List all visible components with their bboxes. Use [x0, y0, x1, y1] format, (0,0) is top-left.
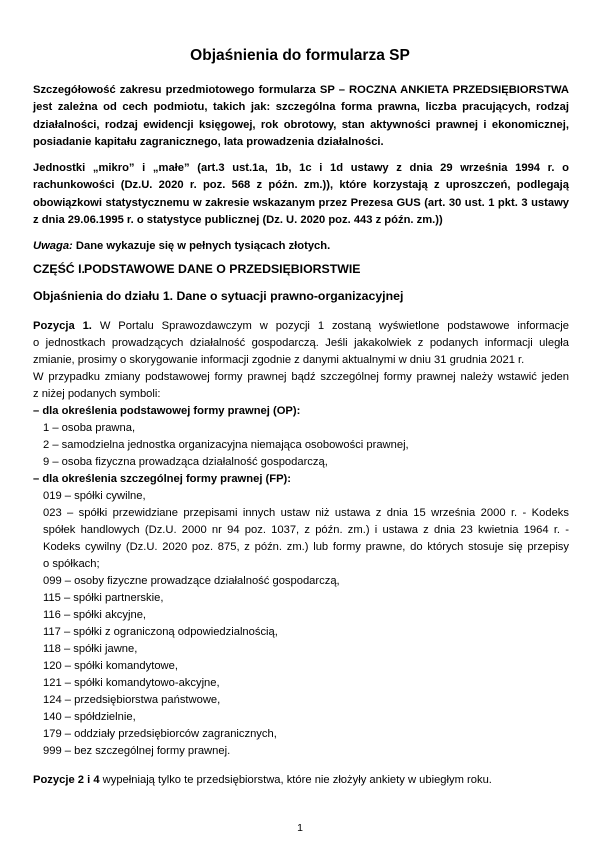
list-item: 099 – osoby fizyczne prowadzące działalność gospodarczą, [43, 575, 340, 587]
position-label: Pozycja 1. [33, 320, 92, 332]
list-item: 1 – osoba prawna, [43, 422, 136, 434]
list-item: 9 – osoba fizyczna prowadząca działalność gospodarczą, [43, 456, 328, 468]
text-line: działalności, rodzaj ewidencji księgowej, rok obrotowy, stan aktywności prawnej i ekonomicznej, [33, 119, 569, 131]
page-number: 1 [297, 822, 303, 834]
text-line: Kodeks cywilny (Dz.U. 2020 poz. 875, z późn. zm.) lub formy prawne, do których stosuje się przepisy [43, 541, 569, 553]
list-item: 019 – spółki cywilne, [43, 490, 146, 502]
text-line: z dnia 29.06.1995 r. o statystyce publicznej (Dz. U. 2020 poz. 443 z późn. zm.)) [33, 214, 443, 226]
list-item: 115 – spółki partnerskie, [43, 592, 164, 604]
text-line: rachunkowości (Dz.U. 2020 r. poz. 568 z późn. zm.)), które korzystają z uproszczeń, podlegają [33, 179, 569, 191]
positions-2-4-note [33, 772, 569, 789]
list-item: 117 – spółki z ograniczoną odpowiedzialnością, [43, 626, 278, 638]
position-label: Pozycje 2 i 4 [33, 774, 100, 786]
list-item: 124 – przedsiębiorstwa państwowe, [43, 694, 221, 706]
text-line: obowiązkowi statystycznemu w zakresie wskazanym przez Prezesa GUS (art. 30 ust. 1 pkt. 3 ustawy [33, 197, 569, 209]
list-item: 121 – spółki komandytowo-akcyjne, [43, 677, 220, 689]
text-line: spółek handlowych (Dz.U. 2000 nr 94 poz. 1037, z późn. zm.) i ustawa z dnia 23 kwietnia 1964 r. - [43, 524, 569, 536]
text-line: W przypadku zmiany podstawowej formy prawnej bądź szczególnej formy prawnej należy wstawić jeden [33, 371, 569, 383]
part-title: PODSTAWOWE DANE O PRZEDSIĘBIORSTWIE [84, 262, 361, 276]
list-item: 116 – spółki akcyjne, [43, 609, 147, 621]
list-item: 999 – bez szczególnej formy prawnej. [43, 745, 231, 757]
text-line: posiadanie kapitału zagranicznego, lata prowadzenia działalności. [33, 136, 384, 148]
op-heading: – dla określenia podstawowej formy prawnej (OP): [33, 405, 301, 417]
list-item: 118 – spółki jawne, [43, 643, 138, 655]
list-item: 179 – oddziały przedsiębiorców zagranicznych, [43, 728, 277, 740]
part-number: CZĘŚĆ I. [33, 262, 85, 276]
list-item: 140 – spółdzielnie, [43, 711, 136, 723]
text-line: Jednostki „mikro” i „małe” (art.3 ust.1a, 1b, 1c i 1d ustawy z dnia 29 września 1994 r. o [33, 162, 569, 174]
text-line: jest zależna od cech podmiotu, takich jak: szczególna forma prawna, liczba pracujących, rodzaj [33, 101, 569, 113]
page-title: Objaśnienia do formularza SP [190, 47, 410, 64]
list-item: 120 – spółki komandytowe, [43, 660, 178, 672]
note-label: Uwaga: [33, 240, 73, 252]
text-fragment: W Portalu Sprawozdawczym w pozycji 1 zostaną wyświetlone podstawowe informacje [99, 320, 569, 332]
text-line: z niżej podanych symboli: [33, 388, 161, 400]
part-heading [33, 262, 360, 276]
fp-heading: – dla określenia szczególnej formy prawnej (FP): [33, 473, 292, 485]
list-item: 2 – samodzielna jednostka organizacyjna niemająca osobowości prawnej, [43, 439, 409, 451]
note [33, 238, 569, 255]
section-heading: Objaśnienia do działu 1. Dane o sytuacji prawno-organizacyjnej [33, 289, 404, 303]
text-line: o jednostkach prowadzących działalność gospodarczą. Jeśli jakakolwiek z podanych informacji uległa [33, 337, 569, 349]
text-line: 023 – spółki przewidziane przepisami innych ustaw niż ustawa z dnia 15 września 2000 r. - Kodeks [43, 507, 569, 519]
text-line [33, 318, 569, 335]
note-text: Dane wykazuje się w pełnych tysiącach złotych. [75, 240, 331, 252]
text-line: zmianie, prosimy o skorygowanie informacji zgodnie z danymi aktualnymi w dniu 31 grudnia 2021 r. [33, 354, 525, 366]
text-fragment: wypełniają tylko te przedsiębiorstwa, które nie złożyły ankiety w ubiegłym roku. [102, 774, 492, 786]
text-line: o spółkach; [43, 558, 100, 570]
text-line: Szczegółowość zakresu przedmiotowego formularza SP – ROCZNA ANKIETA PRZEDSIĘBIORSTWA [33, 84, 569, 96]
